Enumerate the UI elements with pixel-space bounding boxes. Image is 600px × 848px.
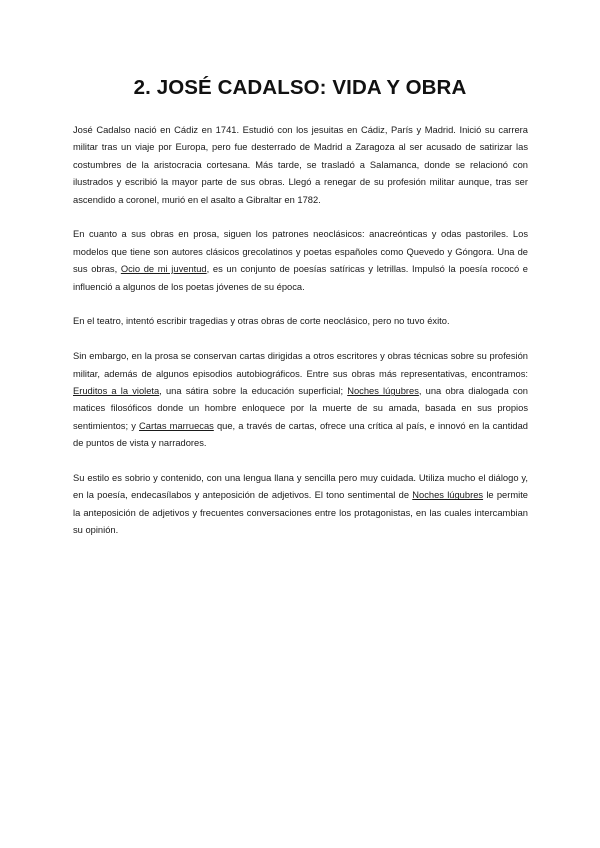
- paragraph-text: , es un conjunto de poesías satíricas y letrillas. Impulsó la poesía rococó e influenció a algunos de los poetas jóvenes de su época.: [73, 264, 528, 292]
- paragraph-text: que, a través de cartas, ofrece una crítica al país, e innovó en la cantidad de puntos de vista y narradores.: [73, 420, 528, 449]
- page-title: 2. JOSÉ CADALSO: VIDA Y OBRA: [133, 76, 467, 99]
- paragraph-style: [73, 470, 528, 540]
- document-body: [73, 122, 528, 557]
- paragraph-text: , una obra dialogada con matices filosóficos donde un hombre enloquece por la muerte de su amada, basada en sus propios sentimientos; y: [73, 386, 528, 431]
- paragraph-prose-works: [73, 226, 528, 296]
- paragraph-text: Sin embargo, en la prosa se conservan cartas dirigidas a otros escritores y obras técnicas sobre su profesión militar, además de algunos episodios autobiográficos. Entre sus obras más representativas, encontramos:: [73, 351, 528, 379]
- paragraph-text: En cuanto a sus obras en prosa, siguen los patrones neoclásicos: anacreónticas y odas pastoriles. Los modelos que tiene son autores clásicos grecolatinos y poetas españoles como Quevedo y Góngora. Una de sus obras,: [73, 229, 528, 275]
- paragraph-text: Su estilo es sobrio y contenido, con una lengua llana y sencilla pero muy cuidada. Utiliza mucho el diálogo y, en la poesía, endecasílabos y anteposición de adjetivos. El tono sentimental de: [73, 473, 528, 501]
- work-title-ocio-de-mi-juventud: Ocio de mi juventud: [120, 264, 207, 275]
- paragraph-text: José Cadalso nació en Cádiz en 1741. Estudió con los jesuitas en Cádiz, París y Madrid. Inició su carrera militar tras un viaje por Europa, pero fue desterrado de Madrid a Zaragoza al ser acusado de satirizar las costumbres de la aristocracia cortesana. Más tarde, se trasladó a Salamanca, donde se relacionó con ilustrados y escribió la mayor parte de sus obras. Llegó a renegar de su profesión militar aunque, tras ser ascendido a coronel, murió en el asalto a Gibraltar en 1782.: [73, 125, 528, 205]
- paragraph-text: En el teatro, intentó escribir tragedias y otras obras de corte neoclásico, pero no tuvo éxito.: [73, 316, 450, 327]
- paragraph-biography: [73, 122, 528, 209]
- work-title-noches-lugubres: Noches lúgubres: [347, 386, 419, 397]
- work-title-noches-lugubres: Noches lúgubres: [412, 490, 484, 501]
- paragraph-text: le permite la anteposición de adjetivos y frecuentes conversaciones entre los protagonistas, en las cuales intercambian su opinión.: [73, 490, 528, 536]
- paragraph-representative-works: [73, 348, 528, 452]
- paragraph-theatre: [73, 313, 528, 330]
- paragraph-text: , una sátira sobre la educación superficial;: [159, 386, 348, 397]
- work-title-cartas-marruecas: Cartas marruecas: [139, 420, 214, 431]
- work-title-eruditos-a-la-violeta: Eruditos a la violeta: [73, 386, 160, 397]
